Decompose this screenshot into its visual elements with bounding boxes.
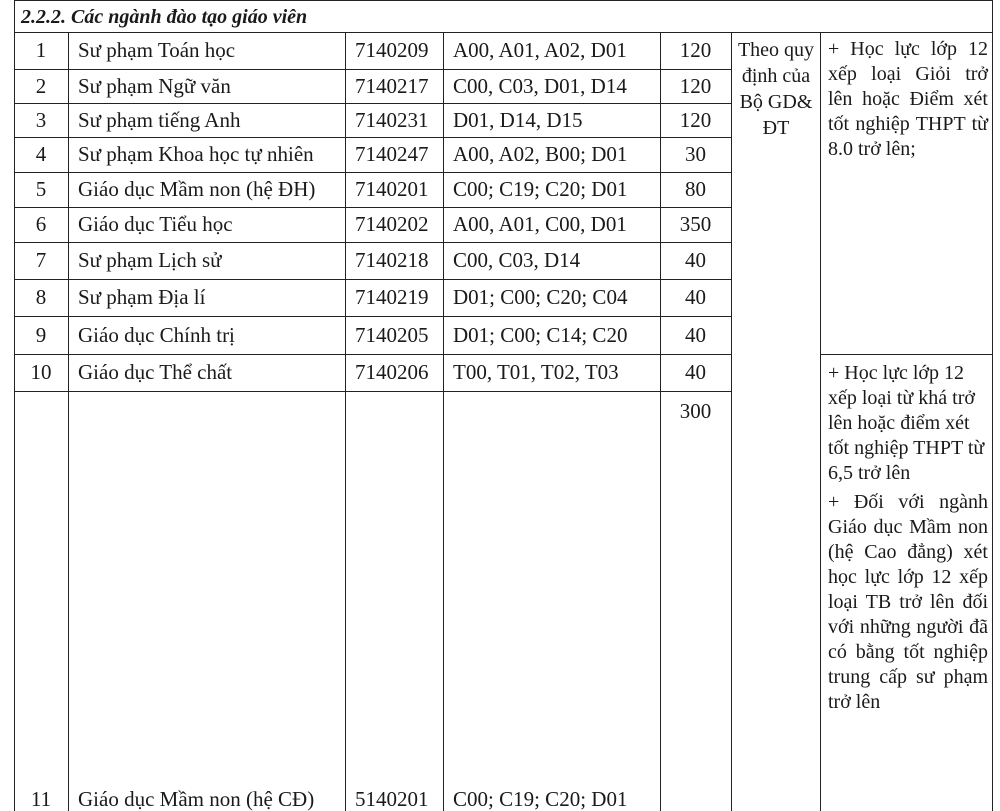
grid-vline [992,0,993,32]
program-name: Sư phạm Ngữ văn [78,74,231,98]
program-code: 7140231 [355,108,429,132]
subject-combos: A00, A01, A02, D01 [453,38,627,62]
section-title: 2.2.2. Các ngành đào tạo giáo viên [14,0,992,32]
quota: 40 [685,285,706,309]
subject-combos: D01; C00; C14; C20 [453,323,628,347]
row-number: 10 [30,360,52,384]
condition-group-2 [820,361,990,715]
condition-2b-text: + Đối với ngành Giáo dục Mầm non (hệ Cao đẳng) xét học lực lớp 12 xếp loại TB trở lên đối với những người đã có bằng tốt nghiệp trung cấp sư phạm trở lên [828,491,988,713]
subject-combos: C00; C19; C20; D01 [453,787,628,811]
program-code: 7140217 [355,74,429,98]
admission-method-note: Theo quy định của Bộ GD& ĐT [737,39,815,139]
quota: 30 [685,142,706,166]
program-name: Giáo dục Chính trị [78,323,235,347]
program-name: Sư phạm Địa lí [78,285,206,309]
grid-hline [820,354,993,355]
grid-vline [992,32,993,811]
condition-group-1 [820,37,990,162]
program-code: 7140209 [355,38,429,62]
quota: 350 [679,212,712,236]
quota: 40 [685,248,706,272]
quota: 120 [679,74,712,98]
grid-vline [731,32,732,811]
subject-combos: A00, A02, B00; D01 [453,142,628,166]
program-code: 7140201 [355,177,429,201]
quota: 120 [679,108,712,132]
quota: 80 [685,177,706,201]
subject-combos: C00, C03, D14 [453,248,581,272]
subject-combos: D01, D14, D15 [453,108,583,132]
program-name: Sư phạm tiếng Anh [78,108,241,132]
quota: 120 [679,38,712,62]
program-name: Giáo dục Mầm non (hệ ĐH) [78,177,316,201]
subject-combos: C00, C03, D01, D14 [453,74,627,98]
row-number: 7 [35,248,47,272]
row-number: 11 [30,787,52,811]
condition-1-text: + Học lực lớp 12 xếp loại Giỏi trở lên hoặc Điểm xét tốt nghiệp THPT từ 8.0 trở lên; [828,38,988,160]
quota: 40 [685,360,706,384]
quota: 40 [685,323,706,347]
program-name: Giáo dục Tiểu học [78,212,233,236]
subject-combos: D01; C00; C20; C04 [453,285,628,309]
row-number: 1 [35,38,47,62]
program-code: 7140219 [355,285,429,309]
row-number: 6 [35,212,47,236]
quota: 300 [679,399,712,423]
row-number: 5 [35,177,47,201]
subject-combos: A00, A01, C00, D01 [453,212,627,236]
subject-combos: T00, T01, T02, T03 [453,360,619,384]
program-code: 7140206 [355,360,429,384]
program-name: Sư phạm Toán học [78,38,236,62]
program-code: 7140218 [355,248,429,272]
program-code: 5140201 [355,787,429,811]
row-number: 2 [35,74,47,98]
program-name: Sư phạm Khoa học tự nhiên [78,142,314,166]
grid-hline [14,391,732,392]
program-name: Giáo dục Thể chất [78,360,233,384]
program-name: Giáo dục Mầm non (hệ CĐ) [78,787,315,811]
program-code: 7140247 [355,142,429,166]
row-number: 3 [35,108,47,132]
row-number: 4 [35,142,47,166]
subject-combos: C00; C19; C20; D01 [453,177,628,201]
program-name: Sư phạm Lịch sử [78,248,222,272]
row-number: 8 [35,285,47,309]
program-code: 7140205 [355,323,429,347]
condition-2a-text: + Học lực lớp 12 xếp loại từ khá trở lên hoặc điểm xét tốt nghiệp THPT từ 6,5 trở lên [828,362,985,484]
program-code: 7140202 [355,212,429,236]
row-number: 9 [35,323,47,347]
